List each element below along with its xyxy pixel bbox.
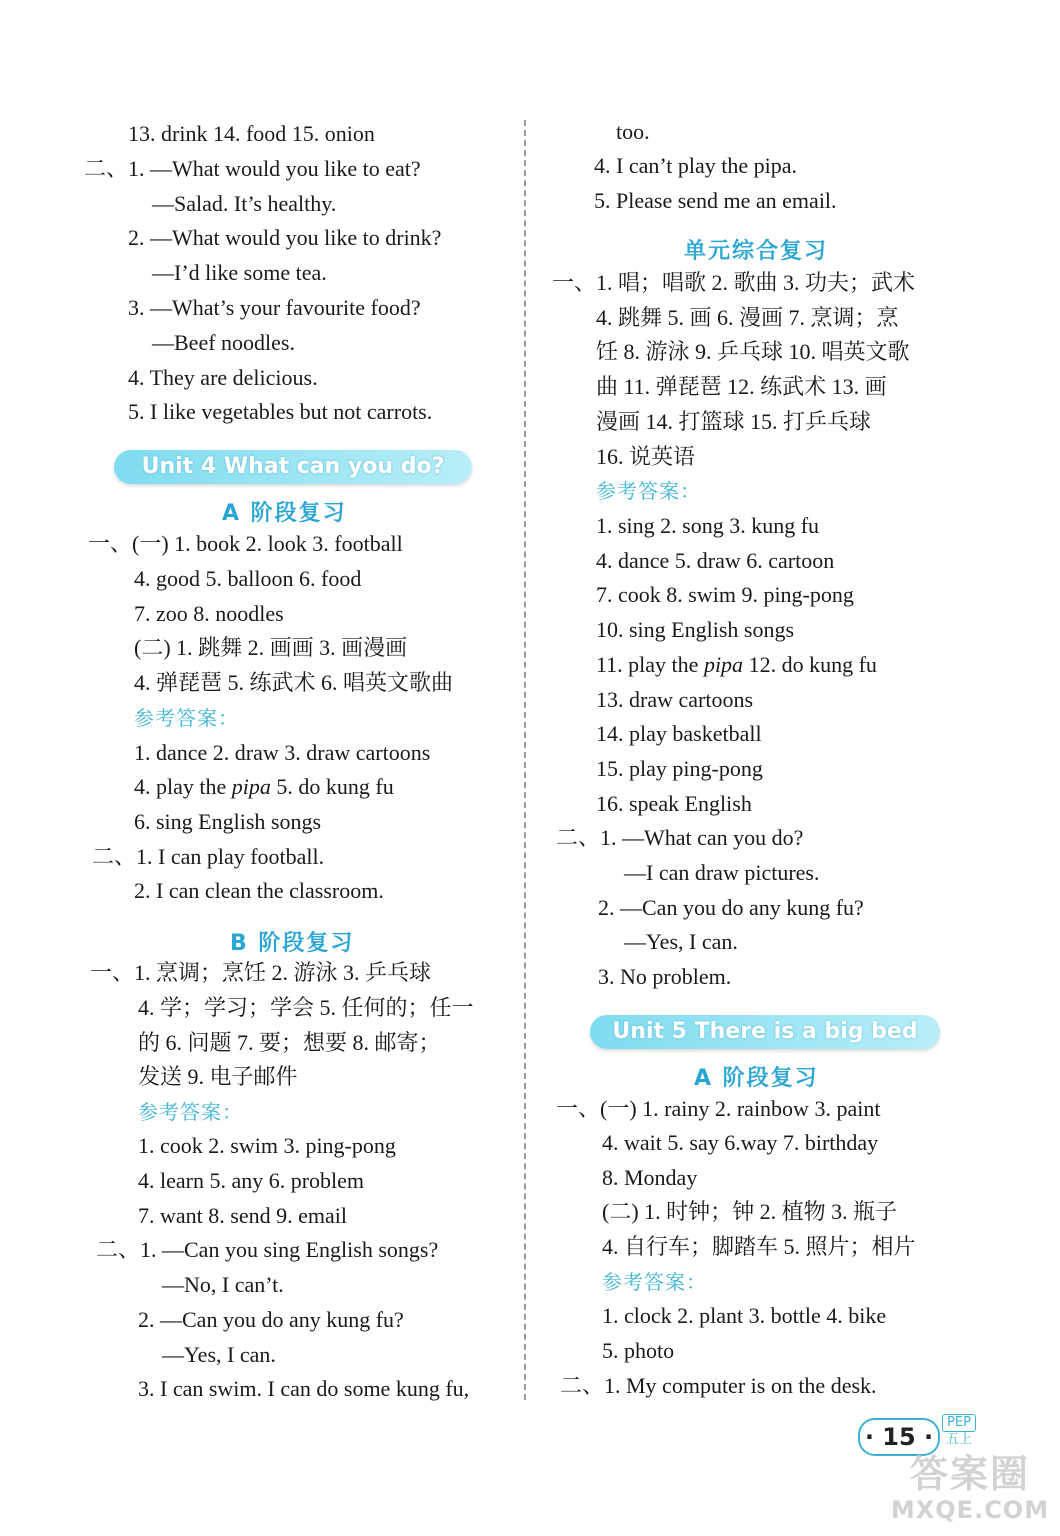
answer-line: 二、1. My computer is on the desk. <box>560 1373 877 1398</box>
answer-line: 13. draw cartoons <box>596 687 754 712</box>
answer-line: 4. 学；学习；学会 5. 任何的；任一 <box>138 995 474 1020</box>
answer-line: 6. sing English songs <box>134 809 322 834</box>
reference-answer-label: 参考答案： <box>596 479 701 503</box>
answer-line: 1. cook 2. swim 3. ping-pong <box>138 1133 396 1158</box>
answer-line: —I can draw pictures. <box>624 860 820 885</box>
answer-line: 曲 11. 弹琵琶 12. 练武术 13. 画 <box>596 374 887 399</box>
answer-line: 发送 9. 电子邮件 <box>138 1064 298 1089</box>
answer-line: 4. dance 5. draw 6. cartoon <box>596 548 835 573</box>
answer-line: 5. photo <box>602 1338 675 1363</box>
reference-answer-label: 参考答案： <box>602 1270 707 1294</box>
answer-line: 4. 跳舞 5. 画 6. 漫画 7. 烹调；烹 <box>596 305 899 330</box>
answer-line: 漫画 14. 打篮球 15. 打乒乓球 <box>596 409 872 434</box>
edition-grade: 五上 <box>945 1432 972 1447</box>
answer-line: 一、1. 烹调；烹饪 2. 游泳 3. 乒乓球 <box>90 960 432 985</box>
answer-line: 3. No problem. <box>598 964 732 989</box>
answer-line: 1. dance 2. draw 3. draw cartoons <box>134 740 431 765</box>
answer-line: —Yes, I can. <box>162 1342 276 1367</box>
answer-line: 一、(一) 1. book 2. look 3. football <box>88 531 403 556</box>
answer-line: 二、1. I can play football. <box>92 844 325 869</box>
answer-line: 5. I like vegetables but not carrots. <box>128 399 433 424</box>
answer-line: 一、(一) 1. rainy 2. rainbow 3. paint <box>556 1096 881 1121</box>
answer-line: 二、1. —What would you like to eat? <box>84 156 421 181</box>
edition-label <box>942 1414 976 1448</box>
answer-line: 2. —Can you do any kung fu? <box>598 895 864 920</box>
answer-line: (二) 1. 跳舞 2. 画画 3. 画漫画 <box>134 635 408 660</box>
answer-line: 7. zoo 8. noodles <box>134 601 284 626</box>
answer-line: 3. I can swim. I can do some kung fu, <box>138 1376 470 1401</box>
answer-line: 4. I can’t play the pipa. <box>594 153 798 178</box>
answer-line: 14. play basketball <box>596 721 762 746</box>
answer-line: 16. speak English <box>596 791 752 816</box>
answer-line: 2. —Can you do any kung fu? <box>138 1307 404 1332</box>
edition-pep: PEP <box>942 1414 976 1432</box>
section-heading-unit-review: 单元综合复习 <box>684 239 829 264</box>
answer-line: 4. learn 5. any 6. problem <box>138 1168 365 1193</box>
answer-line: 1. clock 2. plant 3. bottle 4. bike <box>602 1303 887 1328</box>
answer-line: 2. —What would you like to drink? <box>128 225 442 250</box>
answer-line: 二、1. —Can you sing English songs? <box>96 1237 439 1262</box>
answer-line: 4. wait 5. say 6.way 7. birthday <box>602 1130 879 1155</box>
answer-line: 1. sing 2. song 3. kung fu <box>596 513 820 538</box>
answer-line: 11. play the pipa 12. do kung fu <box>596 652 877 677</box>
answer-line: —No, I can’t. <box>162 1272 284 1297</box>
answer-line: 一、1. 唱；唱歌 2. 歌曲 3. 功夫；武术 <box>552 270 916 295</box>
answer-line: 5. Please send me an email. <box>594 188 837 213</box>
answer-line: 13. drink 14. food 15. onion <box>128 121 375 146</box>
answer-line: 15. play ping-pong <box>596 756 763 781</box>
answer-line: 4. good 5. balloon 6. food <box>134 566 362 591</box>
answer-line: —Beef noodles. <box>152 330 295 355</box>
column-divider <box>524 120 526 1400</box>
answer-line: 8. Monday <box>602 1165 698 1190</box>
reference-answer-label: 参考答案： <box>138 1100 243 1124</box>
answer-line: 7. want 8. send 9. email <box>138 1203 347 1228</box>
section-heading-a: A 阶段复习 <box>222 501 347 526</box>
reference-answer-label: 参考答案： <box>134 706 239 730</box>
unit-5-banner: Unit 5 There is a big bed <box>590 1015 940 1049</box>
unit-4-banner: Unit 4 What can you do? <box>114 450 472 484</box>
answer-line: 4. play the pipa 5. do kung fu <box>134 774 394 799</box>
answer-line: 7. cook 8. swim 9. ping-pong <box>596 582 854 607</box>
answer-line: 饪 8. 游泳 9. 乒乓球 10. 唱英文歌 <box>596 339 910 364</box>
answer-line: 4. 弹琵琶 5. 练武术 6. 唱英文歌曲 <box>134 670 454 695</box>
answer-line: 4. 自行车；脚踏车 5. 照片；相片 <box>602 1234 916 1259</box>
answer-line: 16. 说英语 <box>596 444 696 469</box>
answer-line: too. <box>616 119 650 144</box>
answer-line: —I’d like some tea. <box>152 260 327 285</box>
answer-line: —Salad. It’s healthy. <box>152 191 337 216</box>
answer-line: 4. They are delicious. <box>128 365 318 390</box>
answer-line: 的 6. 问题 7. 要；想要 8. 邮寄； <box>138 1030 441 1055</box>
page-number: · 15 · <box>858 1418 940 1456</box>
answer-line: 二、1. —What can you do? <box>556 825 804 850</box>
answer-line: 2. I can clean the classroom. <box>134 878 384 903</box>
answer-line: —Yes, I can. <box>624 929 738 954</box>
answer-line: 3. —What’s your favourite food? <box>128 295 421 320</box>
section-heading-b: B 阶段复习 <box>230 931 355 956</box>
watermark-logo: 答案圈 MXQE.COM <box>890 1452 1050 1524</box>
answer-line: 10. sing English songs <box>596 617 795 642</box>
answer-line: (二) 1. 时钟；钟 2. 植物 3. 瓶子 <box>602 1199 898 1224</box>
section-heading-a: A 阶段复习 <box>694 1066 819 1091</box>
